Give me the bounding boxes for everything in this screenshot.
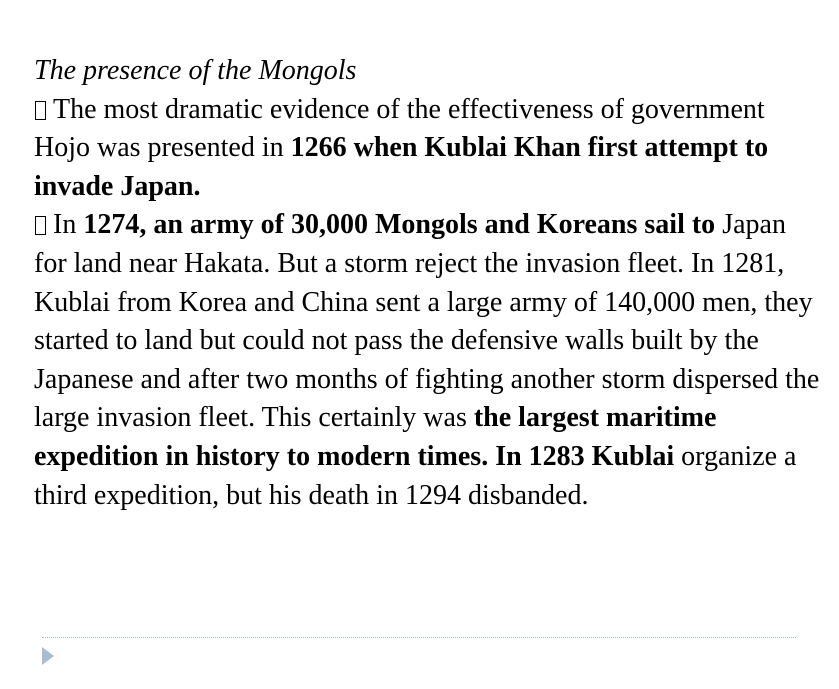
paragraph-hojo <box>34 91 824 207</box>
footer-divider <box>42 637 796 638</box>
paragraph-invasion-bold-a: 1274, an army of 30,000 Mongols and Koreans sail to <box>83 209 716 241</box>
triangle-right-icon <box>42 647 54 665</box>
slide-content <box>34 52 824 515</box>
paragraph-invasion-bold-b: the largest maritime expedition in history to modern times. In 1283 Kublai <box>34 402 717 472</box>
missing-glyph-box-icon <box>35 101 46 120</box>
slide-heading: The presence of the Mongols <box>34 55 357 86</box>
paragraph-invasion-text-c: organize a third expedition, but his death in 1294 disbanded. <box>34 440 797 511</box>
paragraph-hojo-text: The most dramatic evidence of the effectiveness of government Hojo was presented in <box>34 93 765 164</box>
paragraph-invasion-text-a: In <box>53 209 84 241</box>
paragraph-invasion <box>34 206 824 515</box>
paragraph-hojo-bold: 1266 when Kublai Khan first attempt to invade Japan. <box>34 132 769 202</box>
missing-glyph-box-icon <box>35 216 46 235</box>
paragraph-invasion-text-b: Japan for land near Hakata. But a storm reject the invasion fleet. In 1281, Kublai from Korea and China sent a large army of 140,000 men, they started to land but could not pass the defensive walls built by the Japanese and after two months of fighting another storm dispersed the large invasion fleet. This certainly was <box>34 209 820 434</box>
